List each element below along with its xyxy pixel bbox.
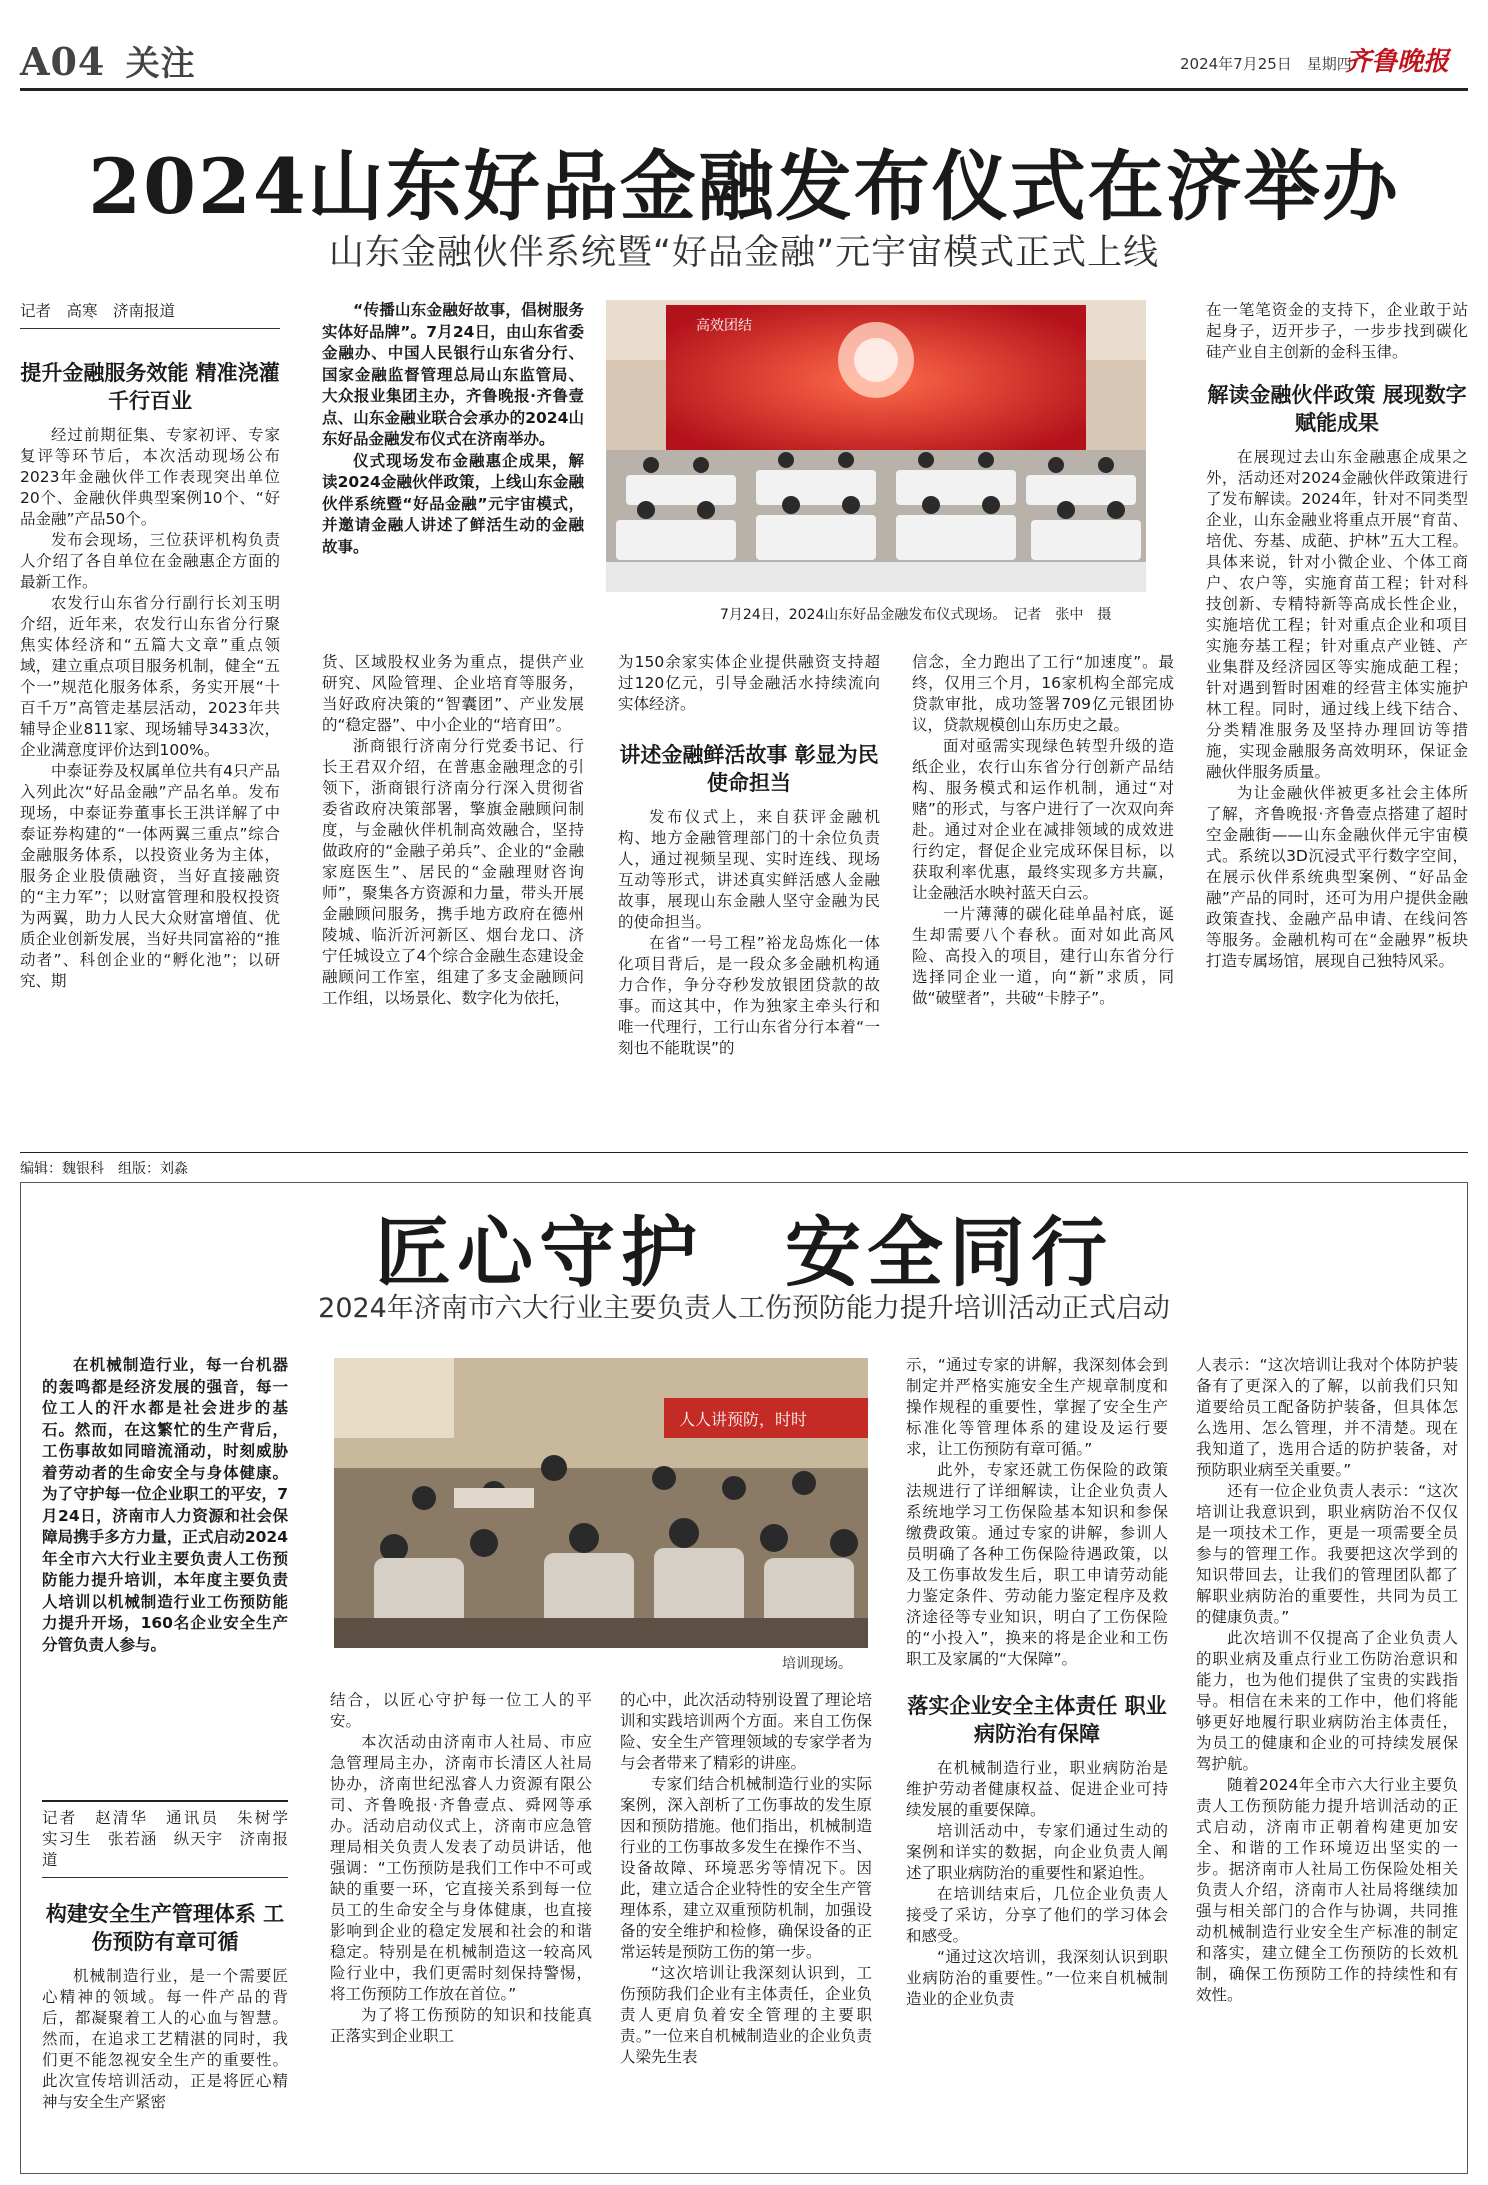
article1-lead (322, 300, 584, 630)
paragraph: 信念，全力跑出了工行“加速度”。最终，仅用三个月，16家机构全部完成贷款审批，成功签署709亿元银团协议，贷款规模创山东历史之最。 (912, 653, 1174, 734)
page-number (20, 36, 196, 85)
event-photo (606, 300, 1146, 592)
article1-title: 2024山东好品金融发布仪式在济举办 (88, 142, 1400, 231)
paragraph: 培训活动中，专家们通过生动的案例和详实的数据，向企业负责人阐述了职业病防治的重要性和紧迫性。 (906, 1822, 1168, 1882)
article2-col3 (620, 1690, 872, 2160)
page-no: A04 (20, 39, 106, 84)
article2-col5 (1196, 1355, 1458, 2160)
header-rule (20, 88, 1468, 91)
paragraph: 机械制造行业，是一个需要匠心精神的领域。每一件产品的背后，都凝聚着工人的心血与智慧。然而，在追求工艺精湛的同时，我们更不能忽视安全生产的重要性。此次宣传培训活动，正是将匠心精神与安全生产紧密 (42, 1967, 288, 2111)
section-divider (20, 1152, 1468, 1153)
paragraph: 随着2024年全市六大行业主要负责人工伤预防能力提升培训活动的正式启动，济南市正朝着构建更加安全、和谐的工作环境迈出坚实的一步。据济南市人社局工伤保险处相关负责人介绍，济南市人社局将继续加强与相关部门的合作与协调，共同推动机械制造行业安全生产标准的制定和落实，建立健全工伤预防的长效机制，确保工伤预防工作的持续性和有效性。 (1196, 1776, 1458, 2004)
paragraph: 在展现过去山东金融惠企成果之外，活动还对2024金融伙伴政策进行了发布解读。2024年，针对不同类型企业，山东金融业将重点开展“育苗、培优、夯基、成葩、护林”五大工程。具体来说，针对小微企业、个体工商户、农户等，实施育苗工程；针对科技创新、专精特新等高成长性企业，实施培优工程；针对重点企业和项目实施夯基工程；针对重点产业链、产业集群及经济园区等实施成葩工程；针对遇到暂时困难的经营主体实施护林工程。同时，通过线上线下结合、分类精准服务及坚持办理回访等措施，实现金融服务高效明环，保证金融伙伴服务质量。 (1206, 448, 1468, 781)
paragraph: 面对亟需实现绿色转型升级的造纸企业，农行山东省分行创新产品结构、服务模式和运作机制，通过“对赌”的形式，与客户进行了一次双向奔赴。通过对企业在减排领域的成效进行约定，督促企业完成环保目标，以获取利率优惠，最终实现多方共赢，让金融活水映衬蓝天白云。 (912, 737, 1174, 902)
article2-col2 (330, 1690, 592, 2160)
banner-text: 人人讲预防，时时 (679, 1410, 808, 1429)
training-photo (334, 1358, 868, 1648)
paragraph: 本次活动由济南市人社局、市应急管理局主办，济南市长清区人社局协办，济南世纪泓睿人力资源有限公司、齐鲁晚报·齐鲁壹点、舜网等承办。活动启动仪式上，济南市应急管理局相关负责人发表了动员讲话，他强调：“工伤预防是我们工作中不可或缺的重要一环，它直接关系到每一位员工的生命安全与身体健康，也直接影响到企业的稳定发展和社会的和谐稳定。特别是在机械制造这一较高风险行业中，我们更需时刻保持警惕，将工伤预防工作放在首位。” (330, 1733, 592, 2003)
paragraph: 货、区域股权业务为重点，提供产业研究、风险管理、企业培育等服务，当好政府决策的“智囊团”、产业发展的“稳定器”、中小企业的“培育田”。 (322, 653, 584, 734)
paragraph: 农发行山东省分行副行长刘玉明介绍，近年来，农发行山东省分行聚焦实体经济和“五篇大文章”重点领域，建立重点项目服务机制，健全“五个一”规范化服务体系，务实开展“十百千万”高管走基层活动，2023年共辅导企业811家、现场辅导3433次，企业满意度评价达到100%。 (20, 594, 280, 759)
paragraph: 为让金融伙伴被更多社会主体所了解，齐鲁晚报·齐鲁壹点搭建了超时空金融街——山东金融伙伴元宇宙模式。系统以3D沉浸式平行数字空间，在展示伙伴系统典型案例、“好品金融”产品的同时，还可为用户提供金融政策查找、金融产品申请、在线问答等服务。金融机构可在“金融界”板块打造专属场馆，展现自己独特风采。 (1206, 784, 1468, 970)
lead-paragraph: 在机械制造行业，每一台机器的轰鸣都是经济发展的强音，每一位工人的汗水都是社会进步的基石。然而，在这繁忙的生产背后，工伤事故如同暗流涌动，时刻威胁着劳动者的生命安全与身体健康。为了守护每一位企业职工的平安，7月24日，济南市人力资源和社会保障局携手多方力量，正式启动2024年全市六大行业主要负责人工伤预防能力提升培训，本年度主要负责人培训以机械制造行业工伤预防能力提升开场，160名企业安全生产分管负责人参与。 (42, 1356, 288, 1654)
article1-subhead1: 提升金融服务效能 精准浇灌千行百业 (20, 360, 280, 413)
lead-paragraph: 仪式现场发布金融惠企成果，解读2024金融伙伴政策，上线山东金融伙伴系统暨“好品金融”元宇宙模式，并邀请金融人讲述了鲜活生动的金融故事。 (322, 451, 584, 556)
paragraph: “通过这次培训，我深刻认识到职业病防治的重要性。”一位来自机械制造业的企业负责 (906, 1948, 1168, 2008)
paragraph: 专家们结合机械制造行业的实际案例，深入剖析了工伤事故的发生原因和预防措施。他们指出，机械制造行业的工伤事故多发生在操作不当、设备故障、环境恶劣等情况下。因此，建立适合企业特性的安全生产管理体系，建立双重预防机制，加强设备的安全维护和检修，确保设备的正常运转是预防工伤的第一步。 (620, 1775, 872, 1961)
article2-title: 匠心守护 安全同行 (375, 1208, 1113, 1297)
screen-text: 高效团结 (696, 318, 752, 334)
newspaper-logo: 齐鲁晚报 (1345, 47, 1450, 77)
paragraph: 的心中，此次活动特别设置了理论培训和实践培训两个方面。来自工伤保险、安全生产管理领域的专家学者为与会者带来了精彩的讲座。 (620, 1691, 872, 1772)
paragraph: 结合，以匠心守护每一位工人的平安。 (330, 1691, 592, 1730)
issue-date: 2024年7月25日 星期四 (1180, 55, 1352, 73)
article2-col4 (906, 1355, 1168, 2160)
paragraph: 在省“一号工程”裕龙岛炼化一体化项目背后，是一段众多金融机构通力合作，争分夺秒发放银团贷款的故事。而这其中，作为独家主牵头行和唯一代理行，工行山东省分行本着“一刻也不能耽误”的 (618, 934, 880, 1057)
paragraph: 在培训结束后，几位企业负责人接受了采访，分享了他们的学习体会和感受。 (906, 1885, 1168, 1945)
paragraph: 在一笔笔资金的支持下，企业敢于站起身子，迈开步子，一步步找到碳化硅产业自主创新的金科玉律。 (1206, 301, 1468, 361)
photo1-caption: 7月24日，2024山东好品金融发布仪式现场。 记者 张中 摄 (720, 607, 1112, 623)
paragraph: “这次培训让我深刻认识到，工伤预防我们企业有主体责任，企业负责人更肩负着安全管理的主要职责。”一位来自机械制造业的企业负责人梁先生表 (620, 1964, 872, 2066)
paragraph: 一片薄薄的碳化硅单晶衬底，诞生却需要八个春秋。面对如此高风险、高投入的项目，建行山东省分行选择同企业一道，向“新”求质，同做“破壁者”，共破“卡脖子”。 (912, 905, 1174, 1007)
article1-col4 (912, 652, 1174, 1142)
editor-credit: 编辑：魏银科 组版：刘淼 (20, 1161, 188, 1177)
paragraph: 此次培训不仅提高了企业负责人的职业病及重点行业工伤防治意识和能力，也为他们提供了宝贵的实践指导。相信在未来的工作中，他们将能够更好地履行职业病防治主体责任，为员工的健康和企业的可持续发展保驾护航。 (1196, 1629, 1458, 1773)
paragraph: 中泰证券及权属单位共有4只产品入列此次“好品金融”产品名单。发布现场，中泰证券董事长王洪详解了中泰证券构建的“一体两翼三重点”综合金融服务体系，以投资业务为主体，服务企业股债融资，当好直接融资的“主力军”；以财富管理和股权投资为两翼，助力人民大众财富增值、优质企业创新发展，当好共同富裕的“推动者”、科创企业的“孵化池”；以研究、期 (20, 762, 280, 990)
paragraph: 在机械制造行业，职业病防治是维护劳动者健康权益、促进企业可持续发展的重要保障。 (906, 1759, 1168, 1819)
article2-byline: 记者 赵清华 通讯员 朱树学 实习生 张若涵 纵天宇 济南报道 (42, 1808, 288, 1878)
article1-subhead3: 解读金融伙伴政策 展现数字赋能成果 (1207, 382, 1467, 435)
lead-paragraph: “传播山东金融好故事，倡树服务实体好品牌”。7月24日，由山东省委金融办、中国人民银行山东省分行、国家金融监督管理总局山东监管局、大众报业集团主办，齐鲁晚报·齐鲁壹点、山东金融业联合会承办的2024山东好品金融发布仪式在济南举办。 (322, 301, 584, 448)
paragraph: 示，“通过专家的讲解，我深刻体会到制定并严格实施安全生产规章制度和操作规程的重要性，掌握了安全生产标准化等管理体系的建设及运行要求，让工伤预防有章可循。” (906, 1356, 1168, 1458)
section-name: 关注 (125, 44, 196, 84)
paragraph: 经过前期征集、专家初评、专家复评等环节后，本次活动现场公布2023年金融伙伴工作表现突出单位20个、金融伙伴典型案例10个、“好品金融”产品50个。 (20, 426, 280, 528)
lead-divider (42, 1800, 288, 1802)
article2-subtitle: 2024年济南市六大行业主要负责人工伤预防能力提升培训活动正式启动 (318, 1293, 1170, 1324)
paragraph: 此外，专家还就工伤保险的政策法规进行了详细解读，让企业负责人系统地学习工伤保险基本知识和参保缴费政策。通过专家的讲解，参训人员明确了各种工伤保险待遇政策，以及工伤事故发生后，职工申请劳动能力鉴定条件、劳动能力鉴定程序及救济途径等专业知识，明白了工伤保险的“小投入”，换来的将是企业和工伤职工及家属的“大保障”。 (906, 1461, 1168, 1668)
photo2-caption: 培训现场。 (782, 1656, 852, 1672)
article1-subhead2: 讲述金融鲜活故事 彰显为民使命担当 (619, 742, 879, 795)
paragraph: 人表示：“这次培训让我对个体防护装备有了更深入的了解，以前我们只知道要给员工配备防护装备，但具体怎么选用、怎么管理，并不清楚。现在我知道了，选用合适的防护装备，对预防职业病至关重要。” (1196, 1356, 1458, 1479)
article1-byline: 记者 高寒 济南报道 (20, 300, 280, 329)
article1-col1 (20, 300, 280, 1142)
paragraph: 发布仪式上，来自获评金融机构、地方金融管理部门的十余位负责人，通过视频呈现、实时连线、现场互动等形式，讲述真实鲜活感人金融故事，展现山东金融人坚守金融为民的使命担当。 (618, 808, 880, 931)
article1-subtitle: 山东金融伙伴系统暨“好品金融”元宇宙模式正式上线 (328, 233, 1160, 273)
article1-col5 (1206, 300, 1468, 1142)
paragraph: 发布会现场，三位获评机构负责人介绍了各自单位在金融惠企方面的最新工作。 (20, 531, 280, 591)
article2-subhead2: 落实企业安全主体责任 职业病防治有保障 (907, 1693, 1167, 1746)
paragraph: 为150余家实体企业提供融资支持超过120亿元，引导金融活水持续流向实体经济。 (618, 653, 880, 713)
paragraph: 还有一位企业负责人表示：“这次培训让我意识到，职业病防治不仅仅是一项技术工作，更是一项需要全员参与的管理工作。我要把这次学到的知识带回去，让我们的管理团队都了解职业病防治的重要性，共同为员工的健康负责。” (1196, 1482, 1458, 1626)
article2-col1 (42, 1808, 304, 2158)
article2-subhead1: 构建安全生产管理体系 工伤预防有章可循 (45, 1901, 285, 1954)
paragraph: 浙商银行济南分行党委书记、行长王君双介绍，在普惠金融理念的引领下，浙商银行济南分行深入贯彻省委省政府决策部署，擎旗金融顾问制度，与金融伙伴机制高效融合，坚持做政府的“金融子弟兵”、企业的“金融家庭医生”、居民的“金融理财咨询师”，聚集各方资源和力量，带头开展金融顾问服务，携手地方政府在德州陵城、临沂沂河新区、烟台龙口、济宁任城设立了4个综合金融生态建设金融顾问工作室，组建了多支金融顾问工作组，以场景化、数字化为依托， (322, 737, 584, 1007)
article2-lead (42, 1355, 288, 1785)
paragraph: 为了将工伤预防的知识和技能真正落实到企业职工 (330, 2006, 592, 2045)
article1-col2 (322, 652, 584, 1142)
article1-col3 (618, 652, 880, 1142)
